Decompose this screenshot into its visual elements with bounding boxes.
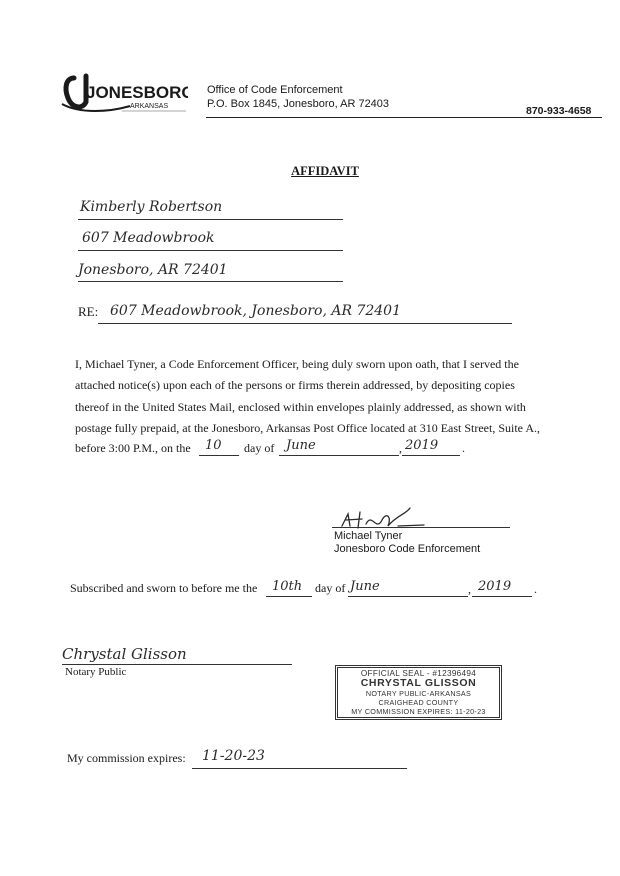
body-line-1: I, Michael Tyner, a Code Enforcement Officer, being duly sworn upon oath, that I served the bbox=[75, 357, 519, 371]
served-month: June bbox=[286, 438, 316, 453]
served-period: . bbox=[462, 441, 465, 455]
body-line-3: thereof in the United States Mail, enclosed within envelopes plainly addressed, as shown with bbox=[75, 400, 526, 414]
sworn-day-of: day of bbox=[315, 581, 346, 595]
notary-seal-inner bbox=[337, 667, 500, 718]
body-line-5 bbox=[75, 441, 191, 456]
logo-text: JONESBORO bbox=[86, 83, 188, 102]
commission-expires-label: My commission expires: bbox=[67, 751, 186, 765]
re-value: 607 Meadowbrook, Jonesboro, AR 72401 bbox=[110, 303, 401, 319]
served-year-line bbox=[402, 455, 460, 456]
sworn-day-line bbox=[266, 596, 312, 597]
subscribed-text: Subscribed and sworn to before me the bbox=[70, 581, 258, 595]
commission-expires-line bbox=[192, 768, 407, 769]
sworn-year-line bbox=[472, 596, 532, 597]
officer-signature-line bbox=[332, 527, 510, 528]
re-line bbox=[98, 323, 512, 324]
sworn-period: . bbox=[534, 582, 537, 596]
body-line-4: postage fully prepaid, at the Jonesboro, Arkansas Post Office located at 310 East Street, Suite A., bbox=[75, 421, 541, 435]
body-line-2: attached notice(s) upon each of the persons or firms therein addressed, by depositing copies bbox=[75, 378, 515, 392]
served-day-line bbox=[199, 455, 239, 456]
seal-line-5: MY COMMISSION EXPIRES: 11-20-23 bbox=[351, 707, 486, 716]
notary-signature: Chrystal Glisson bbox=[62, 645, 187, 663]
seal-line-1: OFFICIAL SEAL - #12396494 bbox=[360, 669, 477, 678]
recipient-city-line bbox=[78, 281, 343, 282]
sworn-year: 2019 bbox=[478, 579, 512, 594]
served-comma: , bbox=[399, 441, 402, 455]
sworn-comma: , bbox=[468, 582, 471, 596]
served-day-of: day of bbox=[244, 441, 275, 455]
recipient-city: Jonesboro, AR 72401 bbox=[78, 262, 228, 278]
body-line-5-prefix: before 3:00 P.M., on the bbox=[75, 441, 191, 455]
recipient-name-line bbox=[78, 219, 343, 220]
commission-expires-value: 11-20-23 bbox=[202, 748, 265, 764]
logo-subtext: ARKANSAS bbox=[130, 103, 169, 110]
recipient-street: 607 Meadowbrook bbox=[82, 230, 215, 246]
served-day: 10 bbox=[205, 438, 222, 453]
notary-seal bbox=[335, 665, 502, 720]
header-divider bbox=[206, 117, 602, 118]
office-title: Office of Code Enforcement bbox=[207, 84, 343, 96]
officer-title: Jonesboro Code Enforcement bbox=[334, 543, 481, 555]
notary-signature-line bbox=[62, 664, 292, 665]
jonesboro-logo bbox=[60, 68, 188, 116]
sworn-month-line bbox=[348, 596, 468, 597]
recipient-street-line bbox=[78, 250, 343, 251]
document-title: AFFIDAVIT bbox=[291, 164, 359, 178]
sworn-day: 10th bbox=[272, 579, 303, 594]
officer-name: Michael Tyner bbox=[334, 530, 403, 542]
office-phone: 870-933-4658 bbox=[526, 105, 592, 117]
seal-line-2: CHRYSTAL GLISSON bbox=[360, 677, 477, 689]
served-year: 2019 bbox=[405, 438, 439, 453]
recipient-name: Kimberly Robertson bbox=[80, 199, 223, 215]
seal-line-3: NOTARY PUBLIC-ARKANSAS bbox=[365, 689, 472, 698]
seal-line-4: CRAIGHEAD COUNTY bbox=[378, 698, 459, 707]
re-label: RE: bbox=[78, 304, 99, 319]
office-address: P.O. Box 1845, Jonesboro, AR 72403 bbox=[207, 98, 390, 110]
served-month-line bbox=[279, 455, 399, 456]
notary-label: Notary Public bbox=[65, 666, 127, 678]
sworn-month: June bbox=[350, 579, 380, 594]
